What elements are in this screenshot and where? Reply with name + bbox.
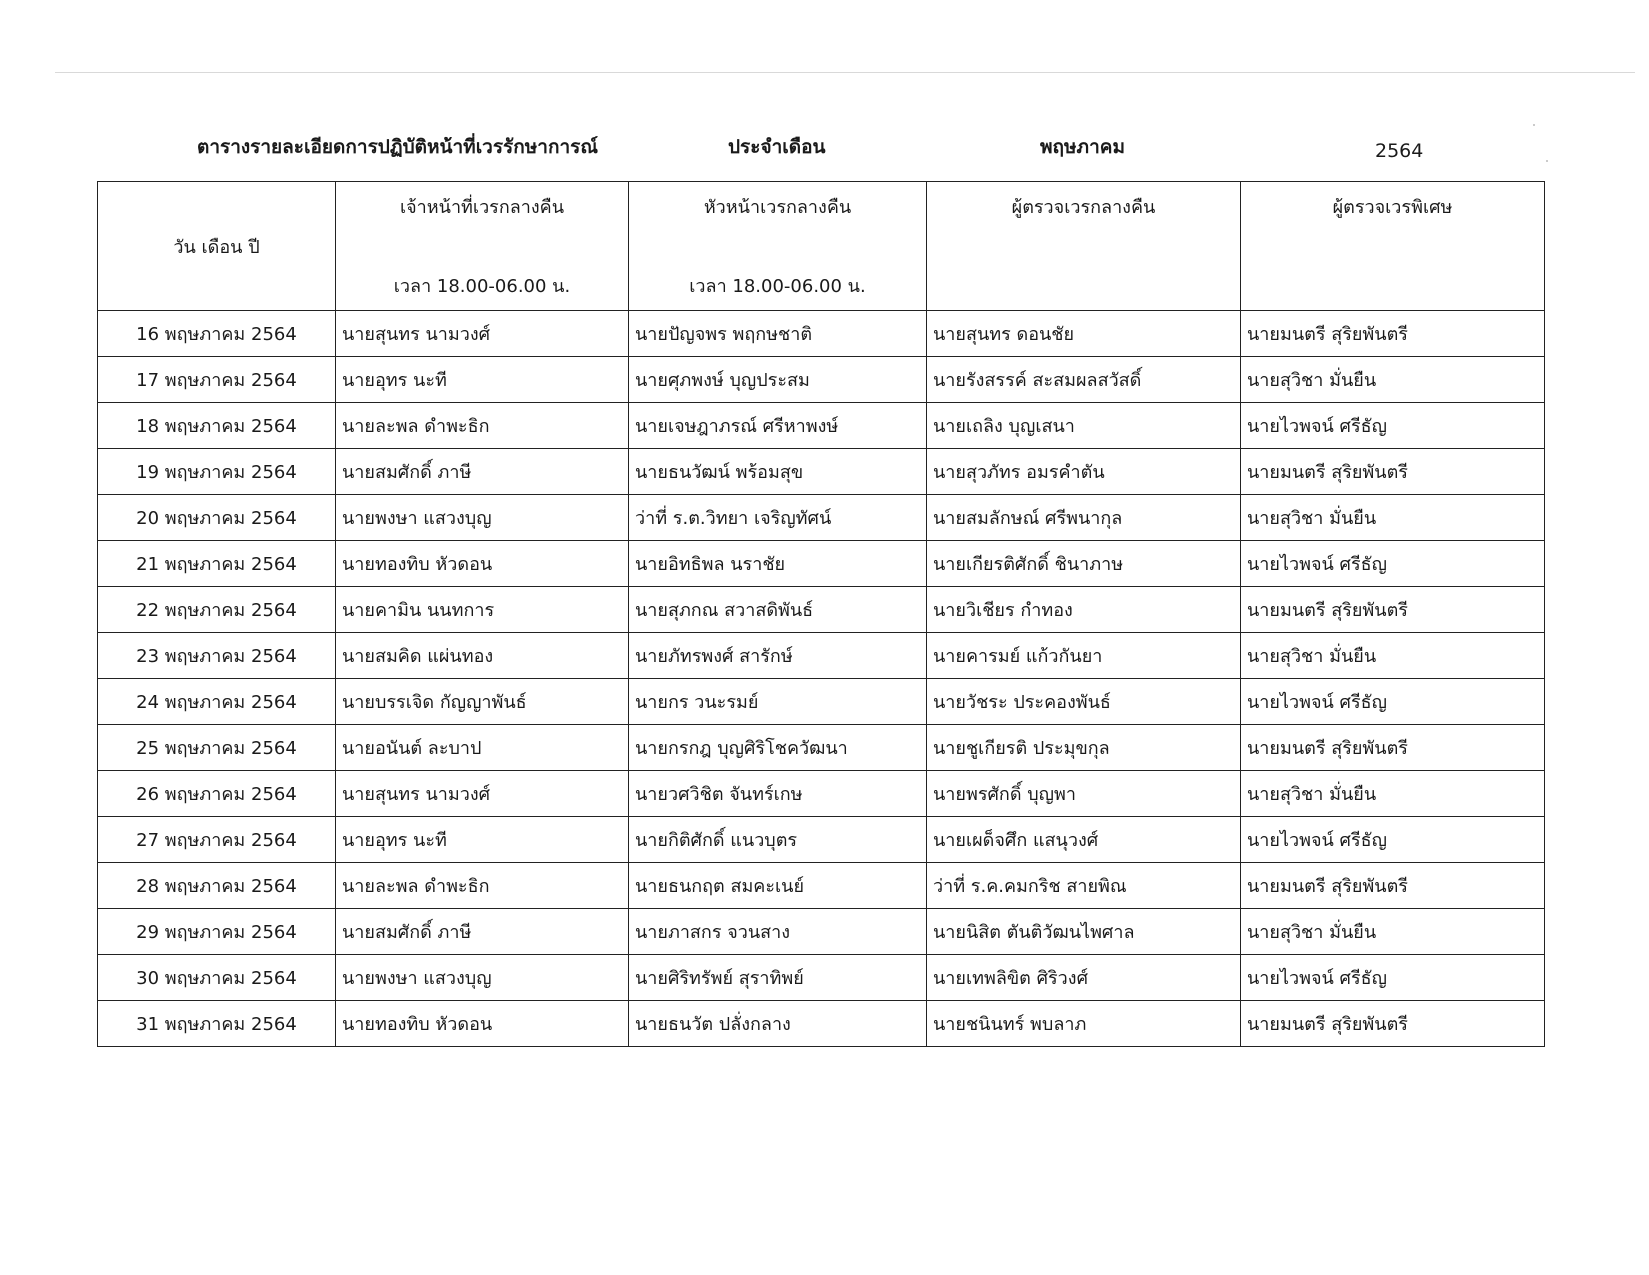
- special-inspector-cell: นายสุวิชา มั่นยืน: [1241, 495, 1545, 541]
- column-header-date: วัน เดือน ปี: [98, 182, 336, 311]
- date-cell: 24 พฤษภาคม 2564: [98, 679, 336, 725]
- night-officer-cell: นายสุนทร นามวงศ์: [336, 311, 629, 357]
- night-officer-cell: นายทองทิบ หัวดอน: [336, 541, 629, 587]
- date-cell: 20 พฤษภาคม 2564: [98, 495, 336, 541]
- table-header-row: [98, 182, 1545, 311]
- table-row: [98, 587, 1545, 633]
- night-head-cell: นายวศวิชิต จันทร์เกษ: [629, 771, 927, 817]
- night-officer-cell: นายอนันต์ ละบาป: [336, 725, 629, 771]
- night-head-cell: นายศิริทรัพย์ สุราทิพย์: [629, 955, 927, 1001]
- special-inspector-cell: นายสุวิชา มั่นยืน: [1241, 357, 1545, 403]
- date-cell: 25 พฤษภาคม 2564: [98, 725, 336, 771]
- night-officer-cell: นายสุนทร นามวงศ์: [336, 771, 629, 817]
- night-head-cell: นายธนกฤต สมคะเนย์: [629, 863, 927, 909]
- night-head-cell: นายอิทธิพล นราชัย: [629, 541, 927, 587]
- duty-schedule-table: [97, 181, 1545, 1047]
- year-value: 2564: [1375, 140, 1424, 162]
- special-inspector-cell: นายสุวิชา มั่นยืน: [1241, 771, 1545, 817]
- date-cell: 30 พฤษภาคม 2564: [98, 955, 336, 1001]
- night-head-cell: นายกร วนะรมย์: [629, 679, 927, 725]
- night-officer-time: เวลา 18.00-06.00 น.: [393, 276, 571, 297]
- special-inspector-cell: นายมนตรี สุริยพันตรี: [1241, 311, 1545, 357]
- night-head-cell: นายธนวัต ปลั่งกลาง: [629, 1001, 927, 1047]
- night-officer-cell: นายสมศักดิ์ ภาษี: [336, 449, 629, 495]
- night-inspector-cell: นายวิเชียร กำทอง: [927, 587, 1241, 633]
- date-cell: 19 พฤษภาคม 2564: [98, 449, 336, 495]
- document-header: [0, 132, 1649, 162]
- night-inspector-cell: นายชูเกียรติ ประมุขกุล: [927, 725, 1241, 771]
- night-inspector-cell: นายสุนทร ดอนชัย: [927, 311, 1241, 357]
- table-row: [98, 403, 1545, 449]
- special-inspector-cell: นายไวพจน์ ศรีธัญ: [1241, 403, 1545, 449]
- date-cell: 27 พฤษภาคม 2564: [98, 817, 336, 863]
- column-header-night-inspector: ผู้ตรวจเวรกลางคืน: [927, 182, 1241, 311]
- date-cell: 16 พฤษภาคม 2564: [98, 311, 336, 357]
- night-head-cell: นายธนวัฒน์ พร้อมสุข: [629, 449, 927, 495]
- night-inspector-cell: นายสมลักษณ์ ศรีพนากุล: [927, 495, 1241, 541]
- month-value: พฤษภาคม: [1040, 136, 1125, 158]
- night-officer-cell: นายบรรเจิด กัญญาพันธ์: [336, 679, 629, 725]
- night-inspector-cell: นายนิสิต ตันติวัฒนไพศาล: [927, 909, 1241, 955]
- special-inspector-cell: นายสุวิชา มั่นยืน: [1241, 909, 1545, 955]
- special-inspector-cell: นายมนตรี สุริยพันตรี: [1241, 863, 1545, 909]
- date-cell: 18 พฤษภาคม 2564: [98, 403, 336, 449]
- table-row: [98, 679, 1545, 725]
- date-cell: 21 พฤษภาคม 2564: [98, 541, 336, 587]
- date-cell: 22 พฤษภาคม 2564: [98, 587, 336, 633]
- night-head-cell: ว่าที่ ร.ต.วิทยา เจริญทัศน์: [629, 495, 927, 541]
- table-row: [98, 311, 1545, 357]
- table-row: [98, 955, 1545, 1001]
- special-inspector-cell: นายมนตรี สุริยพันตรี: [1241, 725, 1545, 771]
- night-officer-cell: นายละพล ดำพะธิก: [336, 863, 629, 909]
- night-head-cell: นายเจษฎาภรณ์ ศรีหาพงษ์: [629, 403, 927, 449]
- night-inspector-cell: นายเผด็จศึก แสนุวงศ์: [927, 817, 1241, 863]
- column-header-special-inspector: ผู้ตรวจเวรพิเศษ: [1241, 182, 1545, 311]
- night-inspector-cell: นายพรศักดิ์ บุญพา: [927, 771, 1241, 817]
- table-row: [98, 817, 1545, 863]
- month-label: ประจำเดือน: [728, 136, 826, 158]
- night-inspector-cell: นายสุวภัทร อมรคำตัน: [927, 449, 1241, 495]
- night-head-cell: นายภัทรพงศ์ สารักษ์: [629, 633, 927, 679]
- special-inspector-cell: นายไวพจน์ ศรีธัญ: [1241, 679, 1545, 725]
- night-officer-cell: นายสมคิด แผ่นทอง: [336, 633, 629, 679]
- table-row: [98, 495, 1545, 541]
- night-inspector-cell: นายคารมย์ แก้วกันยา: [927, 633, 1241, 679]
- special-inspector-cell: นายมนตรี สุริยพันตรี: [1241, 587, 1545, 633]
- special-inspector-cell: นายไวพจน์ ศรีธัญ: [1241, 955, 1545, 1001]
- special-inspector-cell: นายไวพจน์ ศรีธัญ: [1241, 541, 1545, 587]
- table-row: [98, 357, 1545, 403]
- date-cell: 29 พฤษภาคม 2564: [98, 909, 336, 955]
- column-header-night-officer: เจ้าหน้าที่เวรกลางคืน เวลา 18.00-06.00 น.: [336, 182, 629, 311]
- special-inspector-cell: นายไวพจน์ ศรีธัญ: [1241, 817, 1545, 863]
- night-officer-cell: นายพงษา แสวงบุญ: [336, 955, 629, 1001]
- night-officer-cell: นายพงษา แสวงบุญ: [336, 495, 629, 541]
- night-inspector-cell: ว่าที่ ร.ค.คมกริช สายพิณ: [927, 863, 1241, 909]
- table-row: [98, 541, 1545, 587]
- night-officer-cell: นายทองทิบ หัวดอน: [336, 1001, 629, 1047]
- night-officer-cell: นายสมศักดิ์ ภาษี: [336, 909, 629, 955]
- table-row: [98, 771, 1545, 817]
- night-officer-cell: นายอุทร นะที: [336, 357, 629, 403]
- table-row: [98, 725, 1545, 771]
- night-head-time: เวลา 18.00-06.00 น.: [689, 276, 866, 297]
- night-head-cell: นายกรกฎ บุญศิริโชควัฒนา: [629, 725, 927, 771]
- special-inspector-cell: นายมนตรี สุริยพันตรี: [1241, 1001, 1545, 1047]
- date-cell: 31 พฤษภาคม 2564: [98, 1001, 336, 1047]
- night-inspector-cell: นายวัชระ ประคองพันธ์: [927, 679, 1241, 725]
- night-inspector-cell: นายชนินทร์ พบลาภ: [927, 1001, 1241, 1047]
- night-head-cell: นายศุภพงษ์ บุญประสม: [629, 357, 927, 403]
- table-row: [98, 633, 1545, 679]
- date-cell: 26 พฤษภาคม 2564: [98, 771, 336, 817]
- night-officer-cell: นายคามิน นนทการ: [336, 587, 629, 633]
- special-inspector-cell: นายสุวิชา มั่นยืน: [1241, 633, 1545, 679]
- night-inspector-cell: นายเกียรติศักดิ์ ชินาภาษ: [927, 541, 1241, 587]
- table-row: [98, 863, 1545, 909]
- column-header-night-head: หัวหน้าเวรกลางคืน เวลา 18.00-06.00 น.: [629, 182, 927, 311]
- night-inspector-cell: นายรังสรรค์ สะสมผลสวัสดิ์: [927, 357, 1241, 403]
- date-cell: 28 พฤษภาคม 2564: [98, 863, 336, 909]
- document-title: ตารางรายละเอียดการปฏิบัติหน้าที่เวรรักษาการณ์: [197, 136, 598, 158]
- date-cell: 17 พฤษภาคม 2564: [98, 357, 336, 403]
- night-head-cell: นายกิติศักดิ์ แนวบุตร: [629, 817, 927, 863]
- night-head-cell: นายสุภกณ สวาสดิพันธ์: [629, 587, 927, 633]
- night-inspector-cell: นายเถลิง บุญเสนา: [927, 403, 1241, 449]
- scan-edge-line: [55, 72, 1635, 73]
- night-head-cell: นายภาสกร จวนสาง: [629, 909, 927, 955]
- night-inspector-cell: นายเทพลิขิต ศิริวงศ์: [927, 955, 1241, 1001]
- table-row: [98, 1001, 1545, 1047]
- table-row: [98, 909, 1545, 955]
- special-inspector-cell: นายมนตรี สุริยพันตรี: [1241, 449, 1545, 495]
- night-head-cell: นายปัญจพร พฤกษชาติ: [629, 311, 927, 357]
- night-officer-cell: นายอุทร นะที: [336, 817, 629, 863]
- night-officer-cell: นายละพล ดำพะธิก: [336, 403, 629, 449]
- date-cell: 23 พฤษภาคม 2564: [98, 633, 336, 679]
- table-row: [98, 449, 1545, 495]
- scan-speck: [1533, 124, 1535, 126]
